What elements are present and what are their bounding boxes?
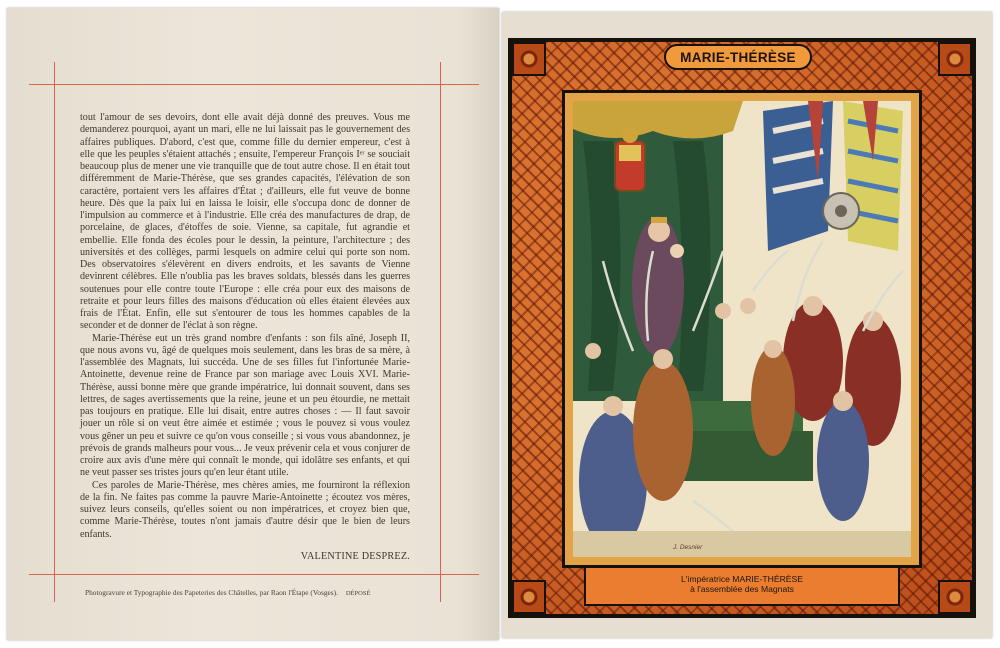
author-signature: VALENTINE DESPREZ. — [300, 550, 410, 562]
paragraph-2: Marie-Thérèse eut un très grand nombre d'enfants : son fils aîné, Joseph II, que nous avons vu, âgé de quelques mois seulement, dans les bras de sa mère, à l'assemblée des Magnats, lui succéda. Une de ses filles fut l'infortunée Marie-Antoinette, devenue reine de France par son mariage avec Louis XVI. Marie-Thérèse, aussi bonne mère que grande impératrice, lui donnait souvent, dans ses lettres, de sages avertissements que la reine, jeune et un peu étourdie, ne mettait pas toujours en pratique. Elle lui disait, entre autres choses : — Il faut savoir jouer un rôle si on veut être aimée et estimée ; vous le pouvez si vous voulez vous gêner un peu et suivre ce qu'on vous conseille ; si vous vous abandonnez, je prévois de grands malheurs pour vous... Je veux prévenir cela et vous conjurer de croire aux avis d'une mère qui connaît le monde, qui idolâtre ses enfants, et qui ne veut passer ses tristes jours qu'en leur étant utile. — [80, 332, 410, 479]
artist-signature: J. Desnier — [673, 544, 703, 551]
printer-line: Photogravure et Typographie des Papeteries des Châtelles, par Raon l'Étape (Vosges). — [85, 588, 338, 597]
illustration-scene — [573, 101, 911, 557]
corner-ornament-bl — [512, 580, 546, 614]
illustration — [573, 101, 911, 557]
corner-ornament-tl — [512, 42, 546, 76]
caption-plate — [584, 566, 900, 606]
caption-line-2: à l'assemblée des Magnats — [690, 584, 794, 594]
cover-title: MARIE-THÉRÈSE — [680, 49, 796, 65]
title-plate — [664, 44, 812, 70]
caption-line-1: L'impératrice MARIE-THÉRÈSE — [681, 574, 803, 584]
corner-ornament-br — [938, 580, 972, 614]
top-rule — [29, 84, 479, 85]
illustration-mat — [565, 93, 919, 565]
article-text — [80, 112, 410, 563]
left-rule — [54, 62, 55, 602]
printer-credit — [85, 588, 425, 597]
illustration-frame — [562, 90, 922, 568]
right-rule — [440, 62, 441, 602]
corner-ornament-tr — [938, 42, 972, 76]
bottom-rule — [29, 574, 479, 575]
paragraph-1: tout l'amour de ses devoirs, dont elle avait déjà donné des preuves. Vous me demanderez pourquoi, ayant un mari, elle ne lui laissait pas le gouvernement des affaires publiques. D'abord, c'est que, comme fille du dernier empereur, c'est à elle que les peuples s'étaient attachés ; ensuite, l'empereur François Iᵉʳ se souciait beaucoup plus de mener une vie tranquille que de tout autre chose. Il en était tout différemment de Marie-Thérèse, que ses grandes capacités, l'élévation de son caractère, portaient vers les affaires d'État ; d'ailleurs, elle fut veuve de bonne heure. Dès que la paix lui en laissa le loisir, elle s'occupa donc de donner de l'impulsion au commerce et à l'industrie. Elle créa des manufactures de drap, de porcelaine, de glaces, d'étoffes de soie. Vienne, sa capitale, fut agrandie et embellie. Elle fonda des écoles pour le dessin, la peinture, l'architecture ; des universités et des collèges, parmi lesquels on admire celui qui porte son nom. Des observatoires s'élevèrent en divers endroits, et les savants de Vienne devinrent célèbres. Elle n'oublia pas les braves soldats, blessés dans les guerres soutenues pour elle contre toute l'Europe : elle créa pour eux des maisons de retraite et pour leurs filles des maisons d'éducation où elles étaient élevées aux frais de l'État. Enfin, elle sut s'entourer de tous les hommes capables de la seconder et de donner de l'éclat à son règne. — [80, 112, 410, 332]
right-page — [502, 12, 992, 638]
ornamental-frame — [508, 38, 976, 618]
paragraph-3: Ces paroles de Marie-Thérèse, mes chères amies, me fourniront la réflexion de la fin. Ne faites pas comme la pauvre Marie-Antoinette ; écoutez vos mères, suivez leurs conseils, qu'elles soient ou non impératrices, et croyez bien que, comme Marie-Thérèse, toutes n'ont jamais d'autre désir que le bien de leurs enfants. — [80, 479, 410, 540]
printer-mark: DÉPOSÉ — [345, 590, 371, 597]
left-page — [7, 8, 499, 640]
